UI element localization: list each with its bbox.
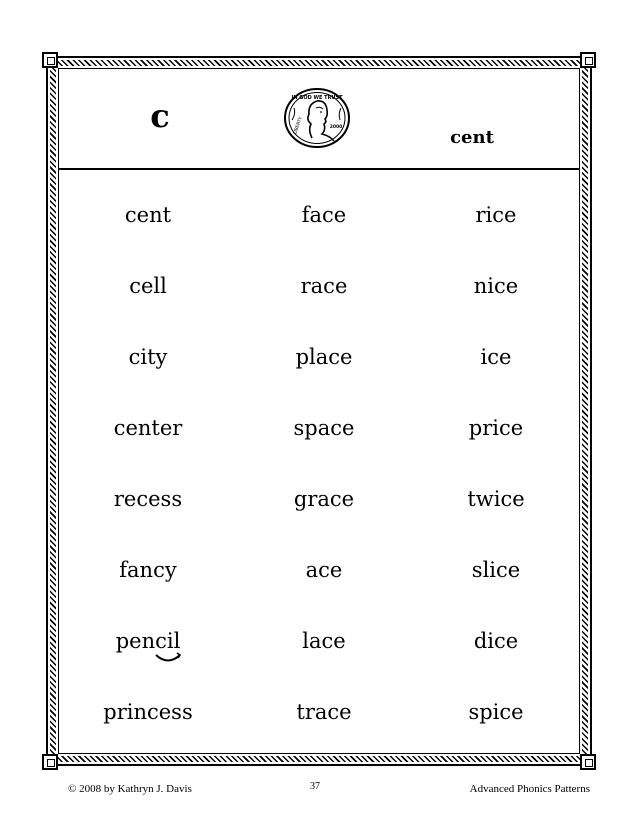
smile-arc-mark [154,652,182,664]
phonics-letter: c [150,97,170,135]
word-item: city [128,345,168,369]
coin-motto: IN GOD WE TRUST [291,95,343,101]
coin-liberty: LIBERTY [293,116,304,136]
word-item: place [295,345,353,369]
word-item: center [113,416,183,440]
word-item-text: pencil [115,629,181,653]
word-item: princess [103,700,193,724]
word-item: spice [468,700,524,724]
word-item: recess [113,487,183,511]
word-item: grace [293,487,355,511]
word-item: nice [473,274,519,298]
word-list-grid [58,196,580,736]
word-item: dice [473,629,519,653]
header-divider [58,168,580,170]
footer-copyright: © 2008 by Kathryn J. Davis [68,783,192,795]
word-item: price [468,416,524,440]
border-corner-top-right [580,52,596,68]
word-item: slice [471,558,521,582]
word-item: ice [480,345,512,369]
word-item: rice [475,203,517,227]
word-item: trace [296,700,352,724]
word-column-3 [406,196,586,764]
word-column-2 [234,196,414,764]
footer-book-title: Advanced Phonics Patterns [469,783,590,795]
word-item: face [301,203,347,227]
word-item: lace [302,629,346,653]
word-item: cent [124,203,172,227]
word-item-pencil [58,622,238,693]
word-item: ace [305,558,343,582]
border-corner-top-left [42,52,58,68]
word-item: cell [129,274,167,298]
border-corner-bottom-left [42,754,58,770]
keyword-label: cent [450,127,494,148]
word-item: race [300,274,348,298]
word-item: space [293,416,355,440]
word-item: twice [467,487,525,511]
coin-year: 2000 [329,125,343,130]
penny-icon [282,86,352,150]
word-item: fancy [119,558,177,582]
footer-page-number: 37 [310,781,320,792]
word-column-1 [58,196,238,764]
